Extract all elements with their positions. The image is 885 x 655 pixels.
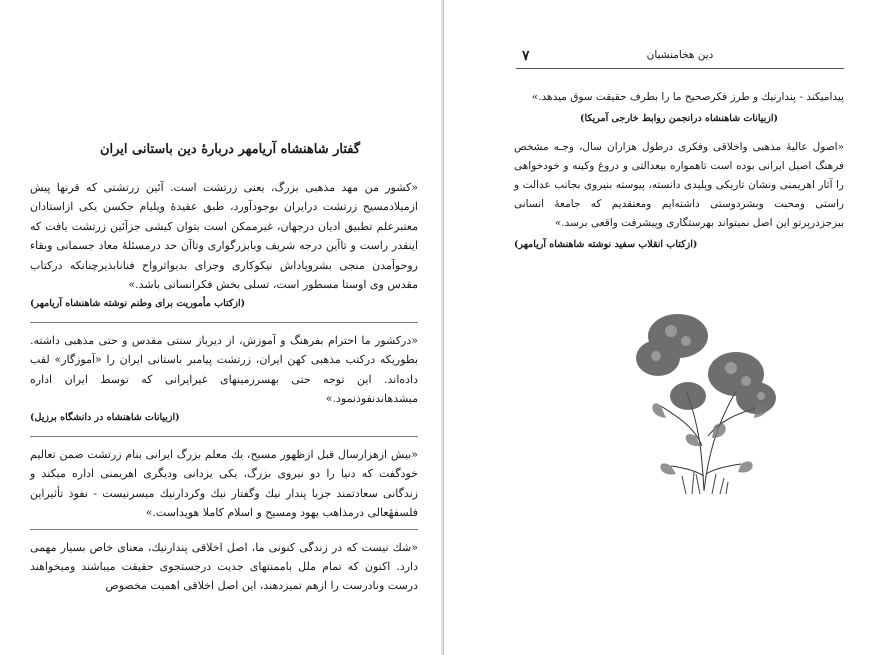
quote-source: (ازبیانات شاهنشاه در دانشگاه برزیل) (30, 412, 180, 424)
page-header (516, 46, 844, 69)
quote-paragraph: «اصول عالیهٔ مذهبی واخلاقی وفکری درطول هزاران سال، وجـه مشخص فرهنگ اصیل ایرانی بوده است تاهمواره بیعدالتی و دروغ وکینه و خودخواهی را آثار اهریمنی ونشان تاریکی وپلیدی دانسته، پیوسته بنیروی بجانب عدالت و راستی ومحبت وبشردوستی داشته‌ایم ومعتقدیم که جامعهٔ انسانی بیزجزدرپرتو این اصل نمیتواند بهرستگاری وپیشرفت واقعی برسد.» (514, 141, 844, 229)
quote-paragraph: «درکشور ما احترام بفرهنگ و آموزش، از دیرباز سنتی مقدس و حتی مذهبی داشته. بطوریکه درکتب مذهبی کهن ایران، زرتشت پیامبر باستانی ایران را «آموزگار» لقب داده‌اند. این توجه حتی بهسرزمینهای غیرایرانی که توسط ایران اداره میشدهاندنفوذنمود.» (30, 333, 418, 406)
quote-source: (ازبیانات شاهنشاه درانجمن روابط خارجی آمریکا) (579, 113, 779, 124)
quote-source: (ازکتاب انقلاب سفید نوشته شاهنشاه آریامهر) (514, 239, 698, 250)
divider (30, 529, 418, 530)
quote-paragraph: «بیش ازهزارسال قبل ازظهور مسیح، یك معلم بزرگ ایرانی بنام زرتشت ضمن تعالیم خودگفت که دنیا را دو نیروی بزرگ، یکی یزدانی ودیگری اهریمنی اداره میکند و زندگانی سعادتمند جزبا پندار نیك وگفتار نیك وکردارنیك میسرنیست - نفوذ تأثیراین فلسفهٔعالی درمذاهب یهود ومسیح و اسلام کاملا هویداست.» (30, 447, 418, 520)
divider (30, 436, 418, 437)
flowering-plant-illustration (616, 296, 786, 496)
left-page (0, 0, 442, 655)
chapter-title: گفتار شاهنشاه آریامهر دربارهٔ دین باستانی ایران (99, 142, 361, 157)
quote-source: (ازکتاب مأموریت برای وطنم نوشته شاهنشاه آریامهر) (30, 298, 246, 310)
page-number: ۷ (522, 48, 530, 64)
divider (30, 322, 418, 323)
left-page-body (30, 178, 418, 596)
quote-paragraph: «کشور من مهد مذهبی بزرگ، یعنی زرتشت است. آئین زرتشتی که قرنها پیش ازمیلادمسیح زرتشت درایران بوجودآورد، طبق عقیدهٔ ویلیام جکسن یکی ازاستادان معتبرعلم تطبیق ادیان درجهان، غیرممکن است بتوان کیشی جزآئین زرتشت یافت که اینقدر راست و تاآین درجه شریف وبابزرگواری وتاآن حد درمسئلهٔ معاد جسمانی وبقاء روحوآمدن منجی بشروپاداش نیکوکاری وجزای بدیواثرواح فنانابذیرچنانکه درکتاب مقدس وی اوستا مسطور است، تسلی بخش فکرانسانی باشد.» (30, 181, 418, 292)
quote-paragraph: پیدامیکند - پندارنیك و طرز فکرصحیح ما را بطرف حقیقت سوق میدهد.» (531, 91, 844, 103)
quote-paragraph: «شك نیست که در زندگی کنونی ما، اصل اخلاقی پندارنیك، معنای خاص بسیار مهمی دارد. اکنون که تمام ملل باممنتهای جدیت درجستجوی حقیقت میباشند ومیخواهند درست ونادرست را ازهم تمیزدهند، این اصل اخلاقی اهمیت مخصوص (30, 540, 418, 593)
right-page (443, 0, 885, 655)
running-title: دین هخامنشیان (646, 49, 714, 61)
right-page-body (514, 88, 844, 264)
